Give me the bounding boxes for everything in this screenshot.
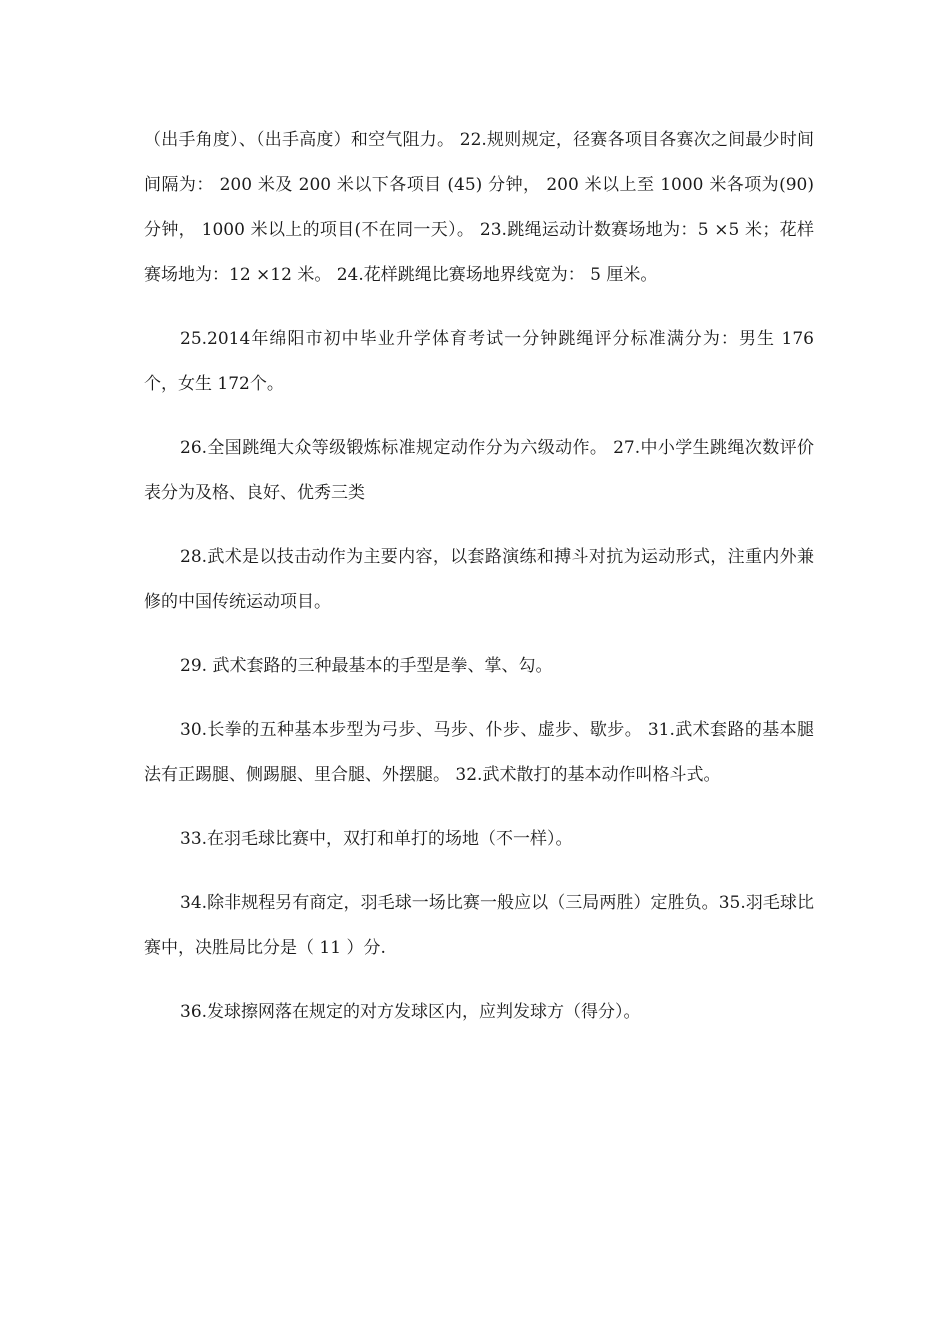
paragraph-9: 36.发球擦网落在规定的对方发球区内，应判发球方（得分）。 [180,1002,641,1022]
paragraph-7: 33.在羽毛球比赛中，双打和单打的场地（不一样）。 [180,829,573,849]
paragraph-8: 34.除非规程另有商定，羽毛球一场比赛一般应以（三局两胜）定胜负。35.羽毛球比赛中，决胜局比分是（ 11 ）分. [144,893,814,958]
paragraph-5: 29. 武术套路的三种最基本的手型是拳、掌、勾。 [180,656,553,676]
paragraph-6: 30.长拳的五种基本步型为弓步、马步、仆步、虚步、歇步。 31.武术套路的基本腿法有正踢腿、侧踢腿、里合腿、外摆腿。 32.武术散打的基本动作叫格斗式。 [144,720,814,785]
paragraph-3: 26.全国跳绳大众等级锻炼标准规定动作分为六级动作。 27.中小学生跳绳次数评价表分为及格、良好、优秀三类 [144,438,814,503]
paragraph-2: 25.2014年绵阳市初中毕业升学体育考试一分钟跳绳评分标准满分为：男生 176 个，女生 172个。 [144,329,814,394]
paragraph-1: （出手角度）、（出手高度）和空气阻力。 22.规则规定，径赛各项目各赛次之间最少时间间隔为： 200 米及 200 米以下各项目 (45) 分钟， 200 米以上至 1000 米各项为(90)分钟， 1000 米以上的项目(不在同一天）。 23.跳绳运动计数赛场地为：5 ×5 米；花样赛场地为：12 ×12 米。 24.花样跳绳比赛场地界线宽为： 5 厘米。 [144,130,814,285]
document-body [144,118,814,1054]
paragraph-4: 28.武术是以技击动作为主要内容，以套路演练和搏斗对抗为运动形式，注重内外兼修的中国传统运动项目。 [144,547,814,612]
